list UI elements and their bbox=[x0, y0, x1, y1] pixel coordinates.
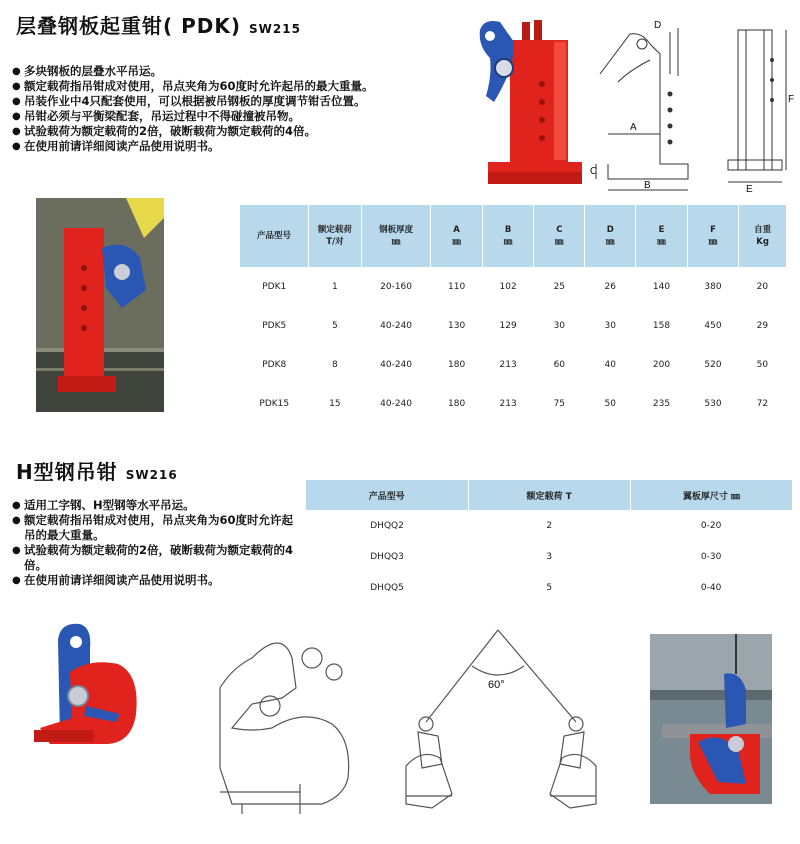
cell: 180 bbox=[448, 359, 466, 370]
col-header-a: A ㎜ bbox=[431, 205, 483, 267]
table-row bbox=[306, 510, 792, 541]
cell: 60 bbox=[553, 359, 566, 370]
cell: 40-240 bbox=[380, 398, 413, 409]
hbeam-clamp-image bbox=[30, 618, 150, 758]
cell: PDK8 bbox=[262, 359, 287, 370]
pdk-bullet: ● 吊钳必须与平衡梁配套，吊运过程中不得碰撞被吊物。 bbox=[12, 109, 482, 124]
pdk-title-text: 层叠钢板起重钳 bbox=[16, 14, 163, 38]
cell: DHQQ2 bbox=[370, 520, 404, 531]
table-row bbox=[240, 306, 786, 345]
cell: 30 bbox=[553, 320, 566, 331]
pdk-bullet-list bbox=[12, 64, 482, 154]
cell: 26 bbox=[604, 281, 616, 292]
cell: 213 bbox=[499, 398, 517, 409]
table-row bbox=[240, 345, 786, 384]
pdk-series-code: SW215 bbox=[249, 22, 301, 36]
hbeam-spec-table bbox=[306, 480, 792, 603]
cell: 5 bbox=[546, 582, 553, 593]
col-header-rated-load: 额定载荷 T bbox=[468, 480, 630, 510]
dim-label-c: C bbox=[590, 166, 598, 177]
cell: 180 bbox=[448, 398, 466, 409]
hbeam-bullet: ● 额定载荷指吊钳成对使用，吊点夹角为60度时允许起吊的最大重量。 bbox=[12, 513, 302, 543]
hbeam-title bbox=[16, 456, 178, 485]
cell: 102 bbox=[499, 281, 517, 292]
hbeam-outline-diagram bbox=[212, 628, 382, 818]
pdk-title bbox=[16, 10, 301, 39]
cell: 40-240 bbox=[380, 359, 413, 370]
dim-label-d: D bbox=[654, 20, 662, 31]
hbeam-title-text: H型钢吊钳 bbox=[16, 460, 118, 484]
cell: 20 bbox=[756, 281, 769, 292]
cell: PDK5 bbox=[262, 320, 287, 331]
col-header-flange-thickness: 翼板厚尺寸 ㎜ bbox=[630, 480, 792, 510]
col-header-weight: 自重 Kg bbox=[739, 205, 786, 267]
cell: 380 bbox=[704, 281, 722, 292]
pdk-front-diagram bbox=[708, 20, 798, 195]
cell: 29 bbox=[756, 320, 769, 331]
col-header-d: D ㎜ bbox=[585, 205, 636, 267]
hbeam-angle-diagram bbox=[392, 624, 610, 820]
col-header-b: B ㎜ bbox=[482, 205, 534, 267]
cell: 25 bbox=[553, 281, 566, 292]
cell: 15 bbox=[329, 398, 341, 409]
cell: 40 bbox=[604, 359, 616, 370]
table-row bbox=[306, 572, 792, 603]
cell: 2 bbox=[546, 520, 553, 531]
pdk-spec-table bbox=[240, 205, 786, 423]
hbeam-bullet: ● 适用工字钢、H型钢等水平吊运。 bbox=[12, 498, 302, 513]
hbeam-bullet: ● 试验载荷为额定载荷的2倍，破断载荷为额定载荷的4倍。 bbox=[12, 543, 302, 573]
pdk-clamp-image bbox=[470, 12, 600, 192]
cell: 0-30 bbox=[700, 551, 722, 562]
col-header-f: F ㎜ bbox=[687, 205, 739, 267]
cell: 130 bbox=[448, 320, 466, 331]
cell: 520 bbox=[704, 359, 722, 370]
pdk-bullet: ● 多块钢板的层叠水平吊运。 bbox=[12, 64, 482, 79]
cell: PDK15 bbox=[259, 398, 290, 409]
cell: 158 bbox=[652, 320, 671, 331]
angle-label: 60° bbox=[488, 679, 505, 691]
cell: 530 bbox=[704, 398, 722, 409]
cell: 200 bbox=[652, 359, 671, 370]
cell: 20-160 bbox=[380, 281, 413, 292]
hbeam-bullet-list bbox=[12, 498, 302, 588]
pdk-bullet: ● 额定载荷指吊钳成对使用，吊点夹角为60度时允许起吊的最大重量。 bbox=[12, 79, 482, 94]
cell: 0-40 bbox=[700, 582, 722, 593]
hbeam-bullet: ● 在使用前请详细阅读产品使用说明书。 bbox=[12, 573, 302, 588]
cell: 450 bbox=[704, 320, 722, 331]
col-header-model: 产品型号 bbox=[240, 205, 309, 267]
pdk-bullet: ● 在使用前请详细阅读产品使用说明书。 bbox=[12, 139, 482, 154]
cell: 72 bbox=[756, 398, 769, 409]
cell: 3 bbox=[546, 551, 553, 562]
cell: DHQQ5 bbox=[370, 582, 404, 593]
table-row bbox=[240, 384, 786, 423]
col-header-e: E ㎜ bbox=[636, 205, 688, 267]
cell: 0-20 bbox=[700, 520, 722, 531]
pdk-bullet: ● 试验载荷为额定载荷的2倍，破断载荷为额定载荷的4倍。 bbox=[12, 124, 482, 139]
dim-label-e: E bbox=[746, 184, 753, 195]
cell: 213 bbox=[499, 359, 517, 370]
cell: 50 bbox=[604, 398, 616, 409]
cell: 1 bbox=[332, 281, 338, 292]
col-header-model: 产品型号 bbox=[306, 480, 468, 510]
cell: 110 bbox=[448, 281, 466, 292]
hbeam-usage-photo bbox=[650, 634, 772, 804]
cell: 50 bbox=[756, 359, 769, 370]
table-header-row bbox=[240, 205, 786, 267]
col-header-c: C ㎜ bbox=[534, 205, 585, 267]
pdk-bullet: ● 吊装作业中4只配套使用，可以根据被吊钢板的厚度调节钳舌位置。 bbox=[12, 94, 482, 109]
dim-label-a: A bbox=[630, 122, 637, 133]
cell: 129 bbox=[499, 320, 517, 331]
cell: 140 bbox=[652, 281, 671, 292]
cell: 40-240 bbox=[380, 320, 413, 331]
dim-label-b: B bbox=[644, 180, 651, 191]
table-row bbox=[240, 267, 786, 306]
cell: 30 bbox=[604, 320, 616, 331]
pdk-usage-photo bbox=[36, 198, 164, 412]
cell: 75 bbox=[553, 398, 566, 409]
col-header-plate-thickness: 钢板厚度 ㎜ bbox=[361, 205, 431, 267]
dim-label-f: F bbox=[788, 94, 795, 105]
col-header-rated-load: 额定载荷 T/对 bbox=[309, 205, 362, 267]
cell: 5 bbox=[332, 320, 338, 331]
pdk-title-model: ( PDK) bbox=[163, 14, 242, 38]
pdk-side-diagram bbox=[590, 14, 700, 194]
cell: 8 bbox=[332, 359, 338, 370]
table-header-row bbox=[306, 480, 792, 510]
cell: PDK1 bbox=[262, 281, 287, 292]
table-row bbox=[306, 541, 792, 572]
cell: DHQQ3 bbox=[370, 551, 404, 562]
hbeam-series-code: SW216 bbox=[125, 468, 178, 482]
cell: 235 bbox=[652, 398, 671, 409]
